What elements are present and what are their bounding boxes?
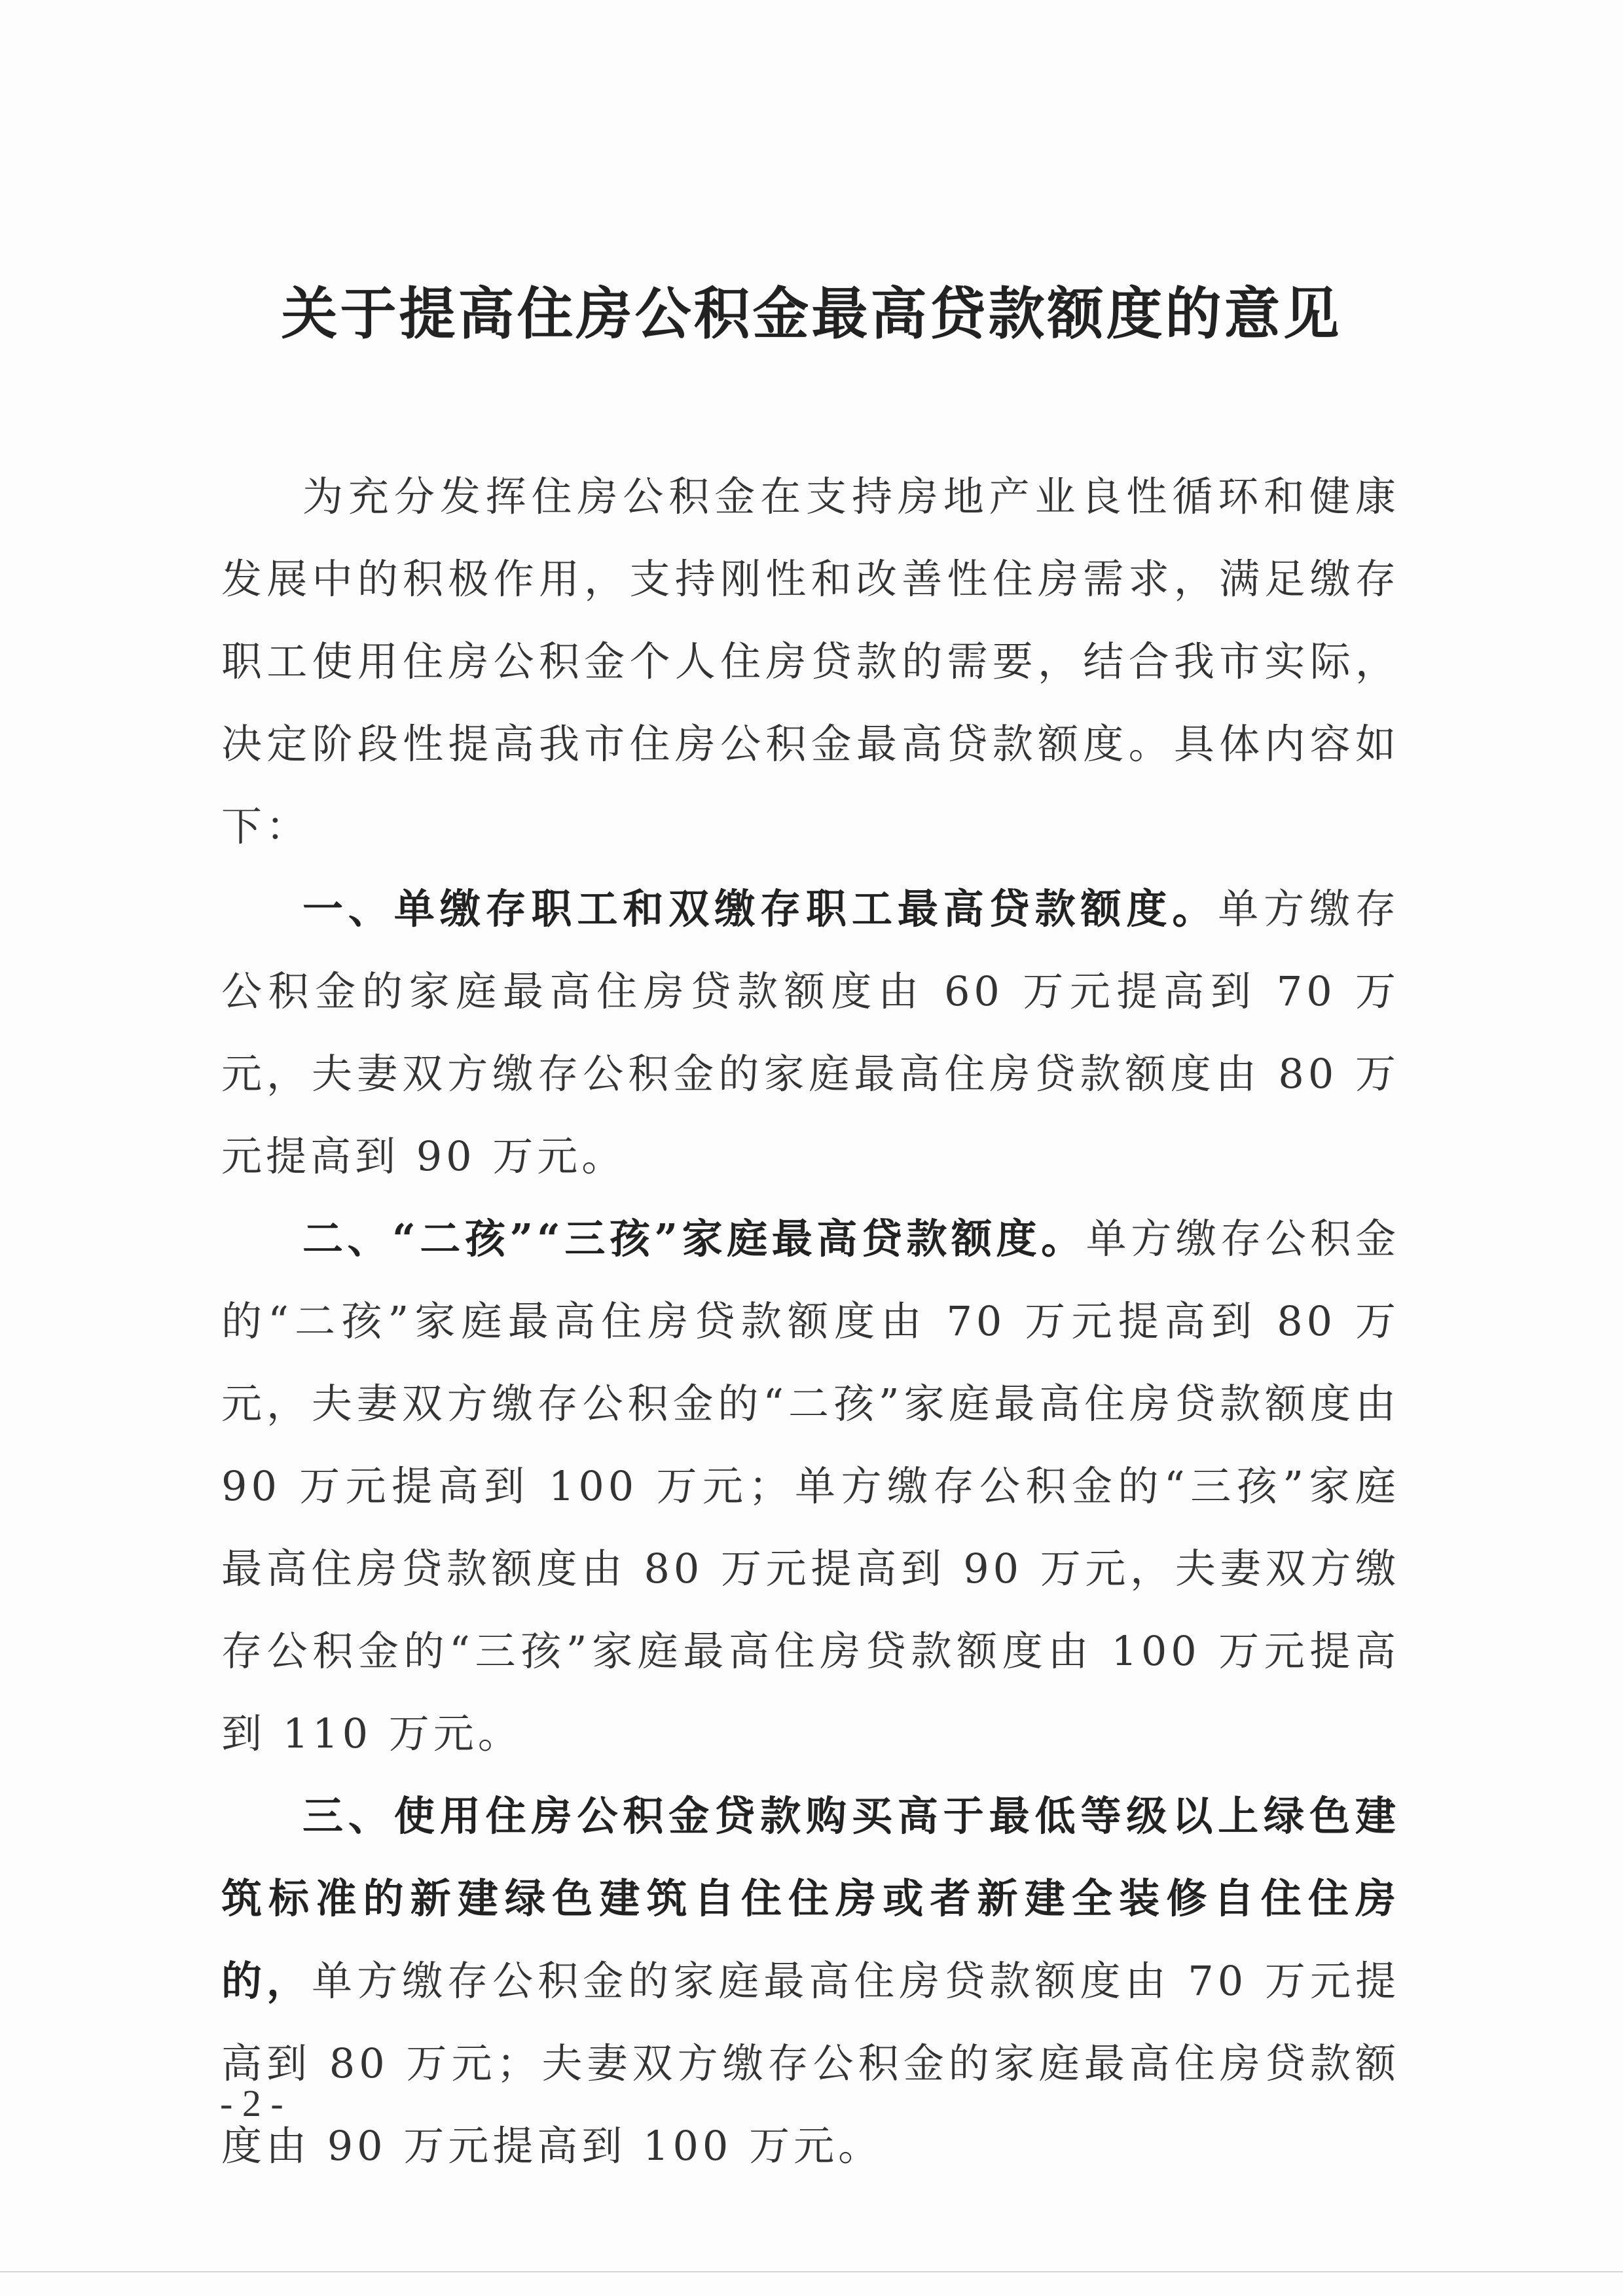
section-2-text: 单方缴存公积金的“二孩”家庭最高住房贷款额度由 70 万元提高到 80 万元，夫妻双方缴存公积金的“二孩”家庭最高住房贷款额度由 90 万元提高到 100 万元；单方缴存公积金的“三孩”家庭最高住房贷款额度由 80 万元提高到 90 万元，夫妻双方缴存公积金的“三孩”家庭最高住房贷款额度由 100 万元提高到 110 万元。 [221,1215,1400,1757]
document-title: 关于提高住房公积金最高贷款额度的意见 [281,281,1342,347]
section-2-heading: 二、“二孩”“三孩”家庭最高贷款额度。 [302,1215,1086,1263]
document-body [221,456,1400,2187]
section-3-paragraph [221,1775,1400,2187]
section-3-heading: 三、使用住房公积金贷款购买高于最低等级以上绿色建筑标准的新建绿色建筑自住住房或者新建全装修自住住房的， [221,1792,1400,2005]
section-3-text: 单方缴存公积金的家庭最高住房贷款额度由 70 万元提高到 80 万元；夫妻双方缴存公积金的家庭最高住房贷款额度由 90 万元提高到 100 万元。 [221,1957,1400,2170]
section-1-paragraph [221,868,1400,1198]
section-1-heading: 一、单缴存职工和双缴存职工最高贷款额度。 [302,885,1218,933]
section-2-paragraph [221,1198,1400,1775]
page-number: - 2 - [220,2082,283,2125]
intro-paragraph: 为充分发挥住房公积金在支持房地产业良性循环和健康发展中的积极作用，支持刚性和改善性住房需求，满足缴存职工使用住房公积金个人住房贷款的需要，结合我市实际，决定阶段性提高我市住房公积金最高贷款额度。具体内容如下： [221,473,1400,850]
bottom-rule [0,2271,1623,2272]
section-1-text: 单方缴存公积金的家庭最高住房贷款额度由 60 万元提高到 70 万元，夫妻双方缴存公积金的家庭最高住房贷款额度由 80 万元提高到 90 万元。 [221,885,1400,1180]
